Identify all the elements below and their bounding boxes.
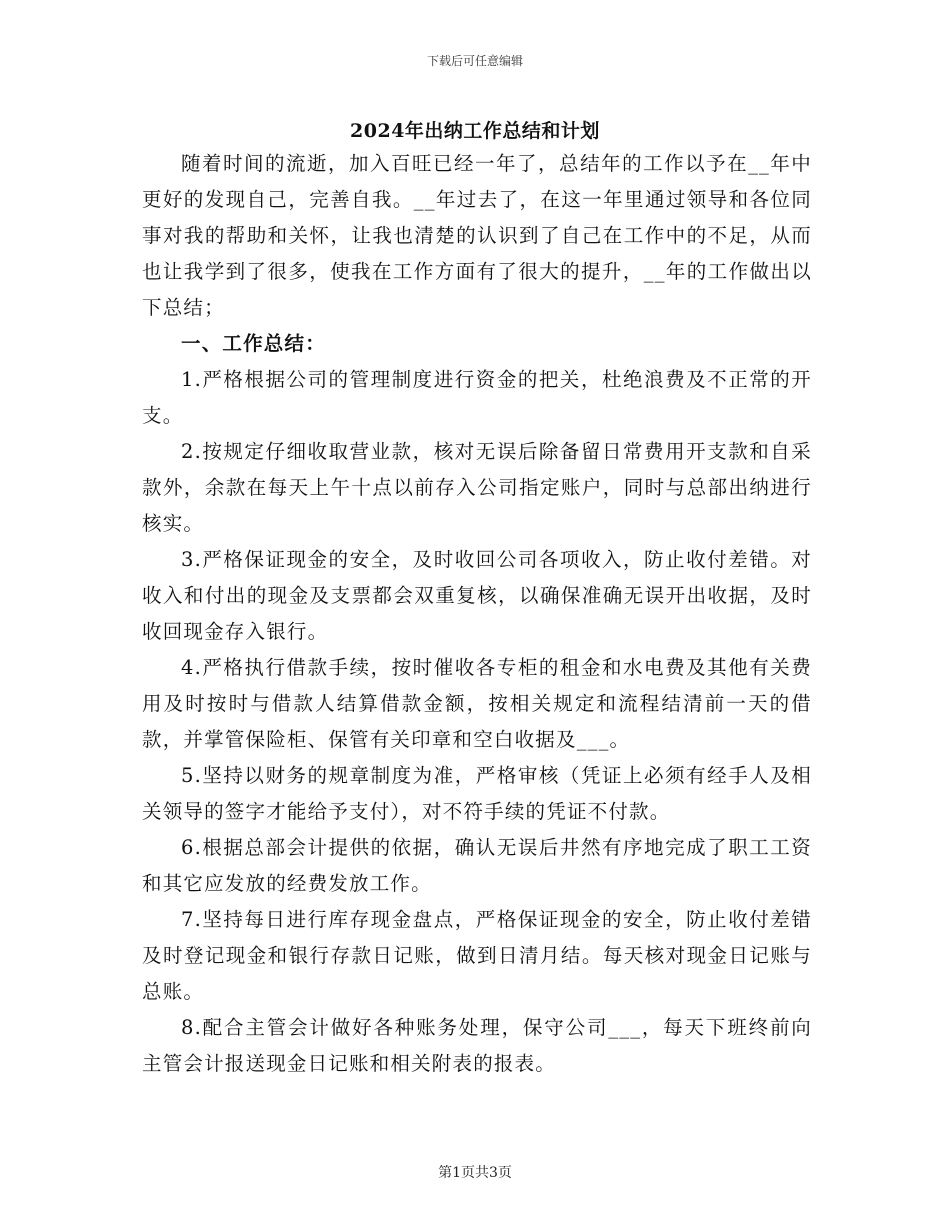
list-item: 7.坚持每日进行库存现金盘点，严格保证现金的安全，防止收付差错及时登记现金和银行存款日记账，做到日清月结。每天核对现金日记账与总账。 [142, 908, 812, 1003]
intro-paragraph: 随着时间的流逝，加入百旺已经一年了，总结年的工作以予在__年中更好的发现自己，完善自我。__年过去了，在这一年里通过领导和各位同事对我的帮助和关怀，让我也清楚的认识到了自己在工作中的不足，从而也让我学到了很多，使我在工作方面有了很大的提升，__年的工作做出以下总结； [142, 152, 812, 319]
document-title: 2024年出纳工作总结和计划 [350, 120, 600, 142]
list-item: 5.坚持以财务的规章制度为准，严格审核（凭证上必须有经手人及相关领导的签字才能给予支付），对不符手续的凭证不付款。 [142, 764, 812, 823]
list-item: 1.严格根据公司的管理制度进行资金的把关，杜绝浪费及不正常的开支。 [142, 368, 812, 427]
list-item: 6.根据总部会计提供的依据，确认无误后井然有序地完成了职工工资和其它应发放的经费发放工作。 [142, 836, 812, 895]
list-item: 2.按规定仔细收取营业款，核对无误后除备留日常费用开支款和自采款外，余款在每天上午十点以前存入公司指定账户，同时与总部出纳进行核实。 [142, 440, 812, 535]
list-item: 8.配合主管会计做好各种账务处理，保守公司___，每天下班终前向主管会计报送现金日记账和相关附表的报表。 [142, 1016, 812, 1075]
list-item: 3.严格保证现金的安全，及时收回公司各项收入，防止收付差错。对收入和付出的现金及支票都会双重复核，以确保准确无误开出收据，及时收回现金存入银行。 [142, 548, 812, 643]
document-body [142, 146, 812, 1082]
list-item: 4.严格执行借款手续，按时催收各专柜的租金和水电费及其他有关费用及时按时与借款人结算借款金额，按相关规定和流程结清前一天的借款，并掌管保险柜、保管有关印章和空白收据及___。 [142, 656, 812, 751]
page-header-note: 下载后可任意编辑 [426, 54, 523, 68]
section-heading: 一、工作总结： [181, 332, 326, 355]
page-number: 第1页共3页 [438, 1165, 512, 1181]
